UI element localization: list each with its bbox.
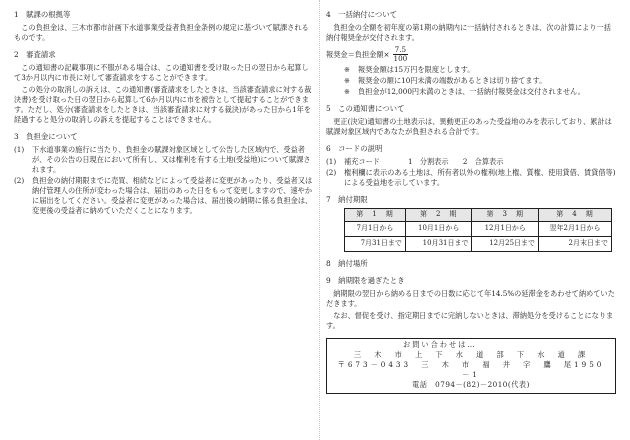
table-cell: 10月31日まで: [405, 236, 472, 251]
list-item: [14, 176, 314, 216]
list-item-number: (1): [14, 145, 25, 155]
section-lump-sum: [326, 10, 616, 97]
note-text: 報奨金額は15万円を限度とします。: [358, 64, 475, 74]
code-row: [326, 157, 616, 167]
list-item-text: 権利欄に表示のある土地は、所有者以外の権利(地上権、質権、使用貸借、賃貸借等)による受益地を示しています。: [344, 168, 616, 187]
formula-label: 報奨金＝負担金額×: [326, 49, 390, 59]
section-title: 4 一括納付について: [326, 10, 398, 19]
list-item-number: (1): [326, 157, 337, 167]
note-item: [326, 76, 616, 86]
code-label: 補充コード: [344, 157, 380, 167]
list-item: [326, 168, 616, 188]
section-paragraph: この処分の取消しの訴えは、この通知書(審査請求をしたときは、当該審査請求に対する裁決書)を受け取った日の翌日から起算して6か月以内に市を被告として提起することができます。ただし、処分(審査請求をしたときは、当該審査請求に対する裁決)があった日から1年を経過すると処分の取消しの訴えを提起することはできません。: [14, 85, 312, 124]
list-item-text: 負担金の納付期限までに売買、相続などによって受益者に変更があったり、受益者又は納付管理人の住所が変わった場合は、届出のあった日をもって変更しますので、速やかに届出をしてください。受益者に変更があった場合は、届出後の納期に係る負担金は、変更後の受益者に納めていただくことになります。: [32, 175, 313, 215]
formula-fraction: [392, 46, 410, 63]
table-cell: 12月1日から: [472, 221, 539, 236]
section-overdue: [326, 276, 616, 331]
section-appeal: [14, 50, 314, 125]
section-payment-deadline: [326, 195, 616, 252]
table-header-row: [345, 209, 612, 222]
section-code-explanation: [326, 144, 616, 188]
section-title: 1 賦課の根拠等: [14, 10, 71, 19]
note-text: 報奨金の額に10円未満の端数があるときは切り捨てます。: [358, 75, 547, 85]
list-item-number: (2): [326, 168, 337, 177]
section-title: 9 納期限を過ぎたとき: [326, 275, 405, 285]
note-text: 負担金が12,000円未満のときは、一括納付報奨金は交付されません。: [358, 86, 585, 96]
table-header-cell: 第 3 期: [472, 209, 539, 222]
table-cell: 10月1日から: [405, 221, 472, 236]
reward-formula: [326, 46, 616, 63]
section-paragraph: 更正(決定)通知書の土地表示は、異動更正のあった受益地のみを表示しており、累計は賦課対象区域内であなたが負担される合計です。: [326, 116, 612, 136]
table-row: [345, 221, 612, 236]
table-cell: 7月1日から: [345, 221, 406, 236]
formula-denominator: 100: [393, 54, 408, 64]
section-about-charge: [14, 132, 314, 216]
note-mark: ※: [344, 75, 351, 85]
right-column: [326, 10, 616, 394]
note-item: [326, 65, 616, 75]
section-title: 7 納付期限: [326, 194, 368, 204]
section-about-notice: [326, 104, 616, 137]
table-row: [345, 236, 612, 251]
list-item-number: (2): [14, 175, 25, 185]
table-header-cell: 第 1 期: [345, 209, 406, 222]
list-item-text: 下水道事業の施行に当たり、負担金の賦課対象区域として公告した区域内で、受益者が、その公告の日現在において所有し、又は権利を有する土地(受益地)について賦課されます。: [32, 145, 311, 175]
payment-period-table: [344, 208, 612, 252]
section-title: 5 この通知書について: [326, 103, 405, 113]
section-paragraph: この通知書の記載事項に不服がある場合は、この通知書を受け取った日の翌日から起算して3か月以内に市長に対して審査請求をすることができます。: [14, 63, 309, 83]
table-header-cell: 第 4 期: [539, 209, 612, 222]
center-fold-divider: [319, 0, 320, 440]
note-mark: ※: [344, 64, 351, 74]
section-paragraph: この負担金は、三木市都市計画下水道事業受益者負担金条例の規定に基づいて賦課されるものです。: [14, 23, 309, 43]
section-title: 2 審査請求: [14, 50, 56, 60]
table-cell: 翌年2月1日から: [539, 221, 612, 236]
list-item: [14, 145, 314, 175]
section-title: 8 納付場所: [326, 258, 368, 268]
table-cell: 7月31日まで: [345, 236, 406, 251]
section-paragraph: 納期限の翌日から納める日までの日数に応じて年14.5%の延滞金をあわせて納めていただきます。: [326, 289, 615, 309]
table-cell: 12月25日まで: [472, 236, 539, 251]
contact-address: 〒673－0433 三 木 市 福 井 字 鷹 尾1950－1: [337, 359, 605, 379]
formula-numerator: 7.5: [394, 45, 407, 55]
section-title: 6 コードの説明: [326, 143, 383, 153]
section-paragraph: なお、督促を受け、指定期日までに完納しないときは、滞納処分を受けることになります。: [326, 311, 614, 330]
section-payment-place: [326, 259, 616, 269]
contact-phone: 電話 0794－(82)－2010(代表): [412, 379, 530, 389]
note-mark: ※: [344, 86, 351, 96]
table-header-cell: 第 2 期: [405, 209, 472, 222]
contact-department: 三 木 市 上 下 水 道 部 下 水 道 課: [353, 349, 589, 359]
left-column: [14, 10, 314, 223]
contact-box: [326, 338, 616, 394]
note-item: [326, 87, 616, 97]
section-assessment-basis: [14, 10, 314, 43]
code-values: 1 分割表示 2 合算表示: [408, 157, 504, 167]
table-cell: 2月末日まで: [539, 236, 612, 251]
section-title: 3 負担金について: [14, 131, 78, 141]
section-paragraph: 負担金の全額を初年度の第1期の納期内に一括納付されるときは、次の計算により一括納付報奨金が交付されます。: [326, 23, 611, 43]
contact-heading: お問い合わせは…: [403, 339, 477, 349]
